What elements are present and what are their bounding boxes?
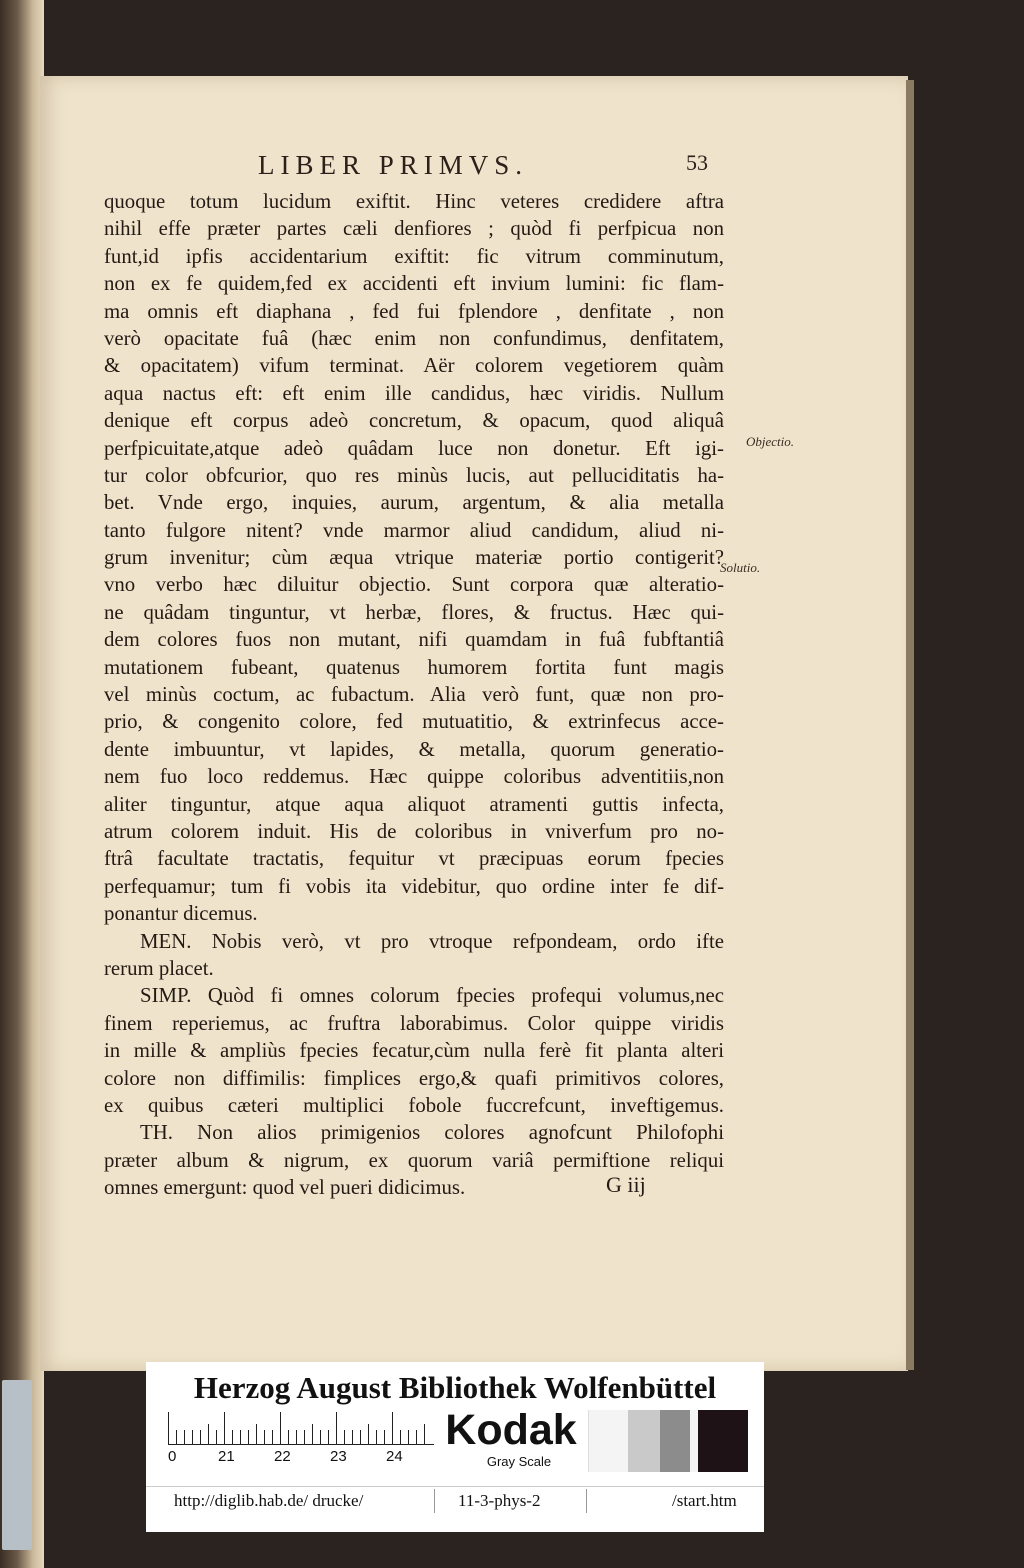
text-line: tur color obfcurior, quo res minùs lucis, aut pelluciditatis ha- bbox=[104, 463, 724, 487]
url-middle: 11-3-phys-2 bbox=[458, 1491, 541, 1510]
text-line: quoque totum lucidum exiftit. Hinc veteres credidere aftra bbox=[104, 190, 724, 213]
signature-mark: G iij bbox=[606, 1172, 646, 1197]
gray-scale-swatches bbox=[588, 1410, 748, 1472]
text-line: tanto fulgore nitent? vnde marmor aliud candidum, aliud ni- bbox=[104, 518, 724, 542]
ruler-labels bbox=[168, 1448, 428, 1468]
adjacent-page-edge bbox=[0, 0, 44, 1568]
ruler-scale bbox=[168, 1412, 434, 1445]
ruler-label: 23 bbox=[330, 1448, 347, 1465]
text-line: non ex fe quidem,fed ex accidenti eft invium lumini: fic flam- bbox=[104, 272, 724, 296]
text-line: SIMP. Quòd fi omnes colorum fpecies profequi volumus,nec bbox=[140, 984, 724, 1008]
text-line: ftrâ facultate tractatis, fequitur vt præcipuas eorum fpecies bbox=[104, 847, 724, 871]
gray-scale-label: Gray Scale bbox=[486, 1454, 552, 1469]
text-line: & opacitatem) vifum terminat. Aër colorem vegetiorem quàm bbox=[104, 354, 724, 378]
text-line: finem reperiemus, ac fruftra laborabimus. Color quippe viridis bbox=[104, 1011, 724, 1035]
text-line: præter album & nigrum, ex quorum variâ permiftione reliqui bbox=[104, 1148, 724, 1172]
margin-note-solutio: Solutio. bbox=[720, 560, 761, 575]
ruler-label: 0 bbox=[168, 1448, 177, 1465]
ruler-label: 22 bbox=[274, 1448, 291, 1465]
page-edge bbox=[906, 80, 914, 1370]
body-text bbox=[104, 188, 724, 1201]
library-color-card bbox=[146, 1362, 764, 1532]
text-line: funt,id ipfis accidentarium exiftit: fic vitrum comminutum, bbox=[104, 244, 724, 268]
divider bbox=[586, 1489, 587, 1513]
text-line: prio, & congenito colore, fed mutuatitio, & extrinfecus acce- bbox=[104, 710, 724, 734]
text-line: mutationem fubeant, quatenus humorem fortita funt magis bbox=[104, 655, 724, 679]
url-left: http://diglib.hab.de/ drucke/ bbox=[174, 1491, 364, 1510]
text-line: aqua nactus eft: eft enim ille candidus, hæc viridis. Nullum bbox=[104, 381, 724, 405]
color-tab bbox=[2, 1380, 32, 1550]
text-line: dem colores fuos non mutant, nifi quamdam in fuâ fubftantiâ bbox=[104, 628, 724, 652]
text-line: in mille & ampliùs fpecies fecatur,cùm nulla ferè fit planta alteri bbox=[104, 1039, 724, 1063]
text-line: bet. Vnde ergo, inquies, aurum, argentum, & alia metalla bbox=[104, 491, 724, 515]
text-line: vno verbo hæc diluitur objectio. Sunt corpora quæ alteratio- bbox=[104, 573, 724, 597]
text-line: verò opacitate fuâ (hæc enim non confundimus, denfitatem, bbox=[104, 326, 724, 350]
text-line: rerum placet. bbox=[104, 956, 214, 980]
divider bbox=[434, 1489, 435, 1513]
text-line: atrum colorem induit. His de coloribus in vniverfum pro no- bbox=[104, 819, 724, 843]
page-number: 53 bbox=[686, 150, 708, 175]
text-line: grum invenitur; cùm æqua vtrique materiæ portio contigerit? bbox=[104, 546, 724, 570]
url-footer bbox=[146, 1486, 764, 1515]
running-head: LIBER PRIMVS. bbox=[258, 150, 529, 180]
text-line: denique eft corpus adeò concretum, & opacum, quod aliquâ bbox=[104, 409, 724, 433]
text-line: ex quibus cæteri multiplici fobole fuccrefcunt, inveftigemus. bbox=[104, 1093, 724, 1117]
text-line: dente imbuuntur, vt lapides, & metalla, quorum generatio- bbox=[104, 737, 724, 761]
text-line: ne quâdam tinguntur, vt herbæ, flores, & fructus. Hæc qui- bbox=[104, 600, 724, 624]
url-right: /start.htm bbox=[672, 1491, 737, 1510]
library-name: Herzog August Bibliothek Wolfenbüttel bbox=[193, 1370, 717, 1405]
text-line: vel minùs coctum, ac fubactum. Alia verò funt, quæ non pro- bbox=[104, 683, 724, 707]
ruler-label: 24 bbox=[386, 1448, 403, 1465]
text-line: aliter tinguntur, atque aqua aliquot atramenti guttis infecta, bbox=[104, 792, 724, 816]
text-line: MEN. Nobis verò, vt pro vtroque refpondeam, ordo ifte bbox=[140, 929, 724, 953]
text-line: omnes emergunt: quod vel pueri didicimus. bbox=[104, 1176, 466, 1200]
ruler-label: 21 bbox=[218, 1448, 235, 1465]
text-line: perfpicuitate,atque adeò quâdam luce non donetur. Eft igi- bbox=[104, 436, 724, 460]
kodak-logo: Kodak bbox=[445, 1406, 577, 1454]
text-line: TH. Non alios primigenios colores agnofcunt Philofophi bbox=[140, 1121, 724, 1145]
text-line: ma omnis eft diaphana , fed fui fplendore , denfitate , non bbox=[104, 299, 724, 323]
text-line: nihil effe præter partes cæli denfiores ; quòd fi perfpicua non bbox=[104, 217, 724, 241]
text-line: colore non diffimilis: fimplices ergo,& quafi primitivos colores, bbox=[104, 1066, 724, 1090]
text-line: ponantur dicemus. bbox=[104, 902, 258, 926]
margin-note-objectio: Objectio. bbox=[746, 434, 795, 449]
text-line: nem fuo loco reddemus. Hæc quippe coloribus adventitiis,non bbox=[104, 765, 724, 789]
text-line: perfequamur; tum fi vobis ita videbitur, quo ordine inter fe dif- bbox=[104, 874, 724, 898]
